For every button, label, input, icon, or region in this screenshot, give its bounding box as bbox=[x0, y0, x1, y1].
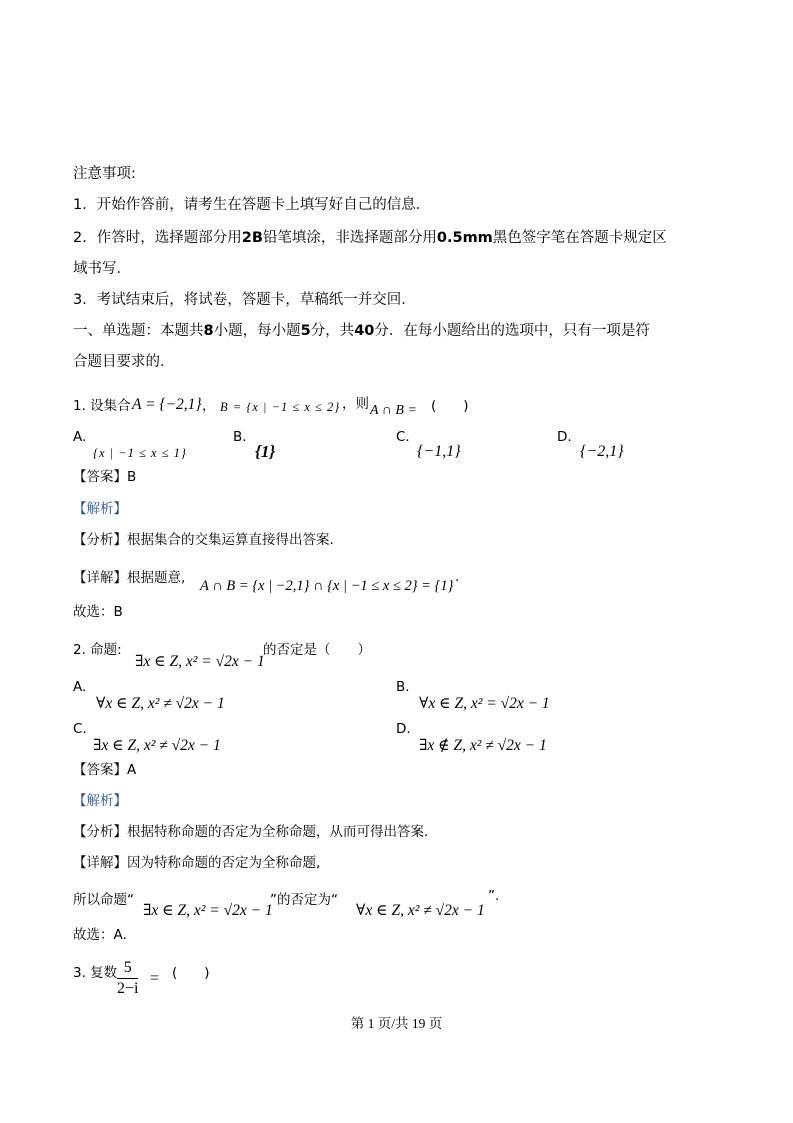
q1-set-b: B = {x | −1 ≤ x ≤ 2} bbox=[220, 400, 341, 414]
q1-option-c-letter[interactable]: C. bbox=[396, 429, 410, 445]
section-count: 8 bbox=[203, 323, 214, 339]
q2-proposition: ∃x ∈ Z, x² = √2x − 1 bbox=[135, 653, 265, 670]
q2-so-end: ”. bbox=[488, 888, 500, 904]
notice-item-3: 3．考试结束后，将试卷，答题卡，草稿纸一并交回． bbox=[73, 292, 416, 308]
section-text-c: 分，共 bbox=[310, 323, 355, 339]
q2-answer: 【答案】A bbox=[73, 762, 137, 778]
q1-option-d-value: {−2,1} bbox=[580, 443, 624, 460]
section-text-b: 小题，每小题 bbox=[213, 323, 301, 339]
q3-denominator: 2−i bbox=[117, 980, 139, 997]
q2-suffix: 的否定是（ ） bbox=[263, 642, 371, 658]
q1-option-b-value: {1} bbox=[255, 442, 276, 461]
notice-item-1: 1．开始作答前，请考生在答题卡上填写好自己的信息． bbox=[73, 197, 431, 213]
q1-xiangjie-math: A ∩ B = {x | −2,1} ∩ {x | −1 ≤ x ≤ 2} = {1} bbox=[200, 578, 454, 594]
q2-fenxi: 【分析】根据特称命题的否定为全称命题，从而可得出答案. bbox=[73, 824, 429, 840]
section-text-d: 分．在每小题给出的选项中，只有一项是符 bbox=[374, 323, 650, 339]
q2-xiangjie: 【详解】因为特称命题的否定为全称命题, bbox=[73, 855, 321, 871]
q1-prefix: 1. 设集合 bbox=[73, 398, 131, 414]
q2-choose: 故选：A. bbox=[73, 927, 127, 943]
q1-analysis-head: 【解析】 bbox=[73, 501, 127, 517]
q3-numerator: 5 bbox=[117, 958, 138, 979]
notice-item-2-text-c: 黑色签字笔在答题卡规定区 bbox=[492, 230, 667, 246]
q3-fraction bbox=[117, 958, 138, 999]
q1-choose: 故选：B bbox=[73, 604, 123, 620]
q1-option-a-letter[interactable]: A. bbox=[73, 429, 87, 445]
q1-paren: ( ) bbox=[431, 398, 469, 414]
q3-equals: = bbox=[150, 970, 160, 987]
q2-option-d-value: ∃x ∉ Z, x² ≠ √2x − 1 bbox=[419, 737, 547, 754]
q2-option-a-letter[interactable]: A. bbox=[73, 679, 87, 695]
q1-option-b-letter[interactable]: B. bbox=[233, 429, 247, 445]
q2-so-mid: ”的否定为“ bbox=[270, 892, 338, 908]
section-header-line1 bbox=[73, 319, 650, 340]
notice-item-2-line2: 域书写． bbox=[73, 261, 131, 277]
q2-option-c-value: ∃x ∈ Z, x² ≠ √2x − 1 bbox=[93, 737, 221, 754]
q1-fenxi: 【分析】根据集合的交集运算直接得出答案. bbox=[73, 532, 334, 548]
q1-expr: A ∩ B = bbox=[370, 403, 417, 418]
q2-prefix: 2. 命题: bbox=[73, 642, 122, 658]
section-text-a: 一、单选题：本题共 bbox=[73, 323, 204, 339]
q1-then: ，则 bbox=[342, 396, 369, 412]
q2-so-math-1: ∃x ∈ Z, x² = √2x − 1 bbox=[143, 902, 273, 919]
q2-so-prefix: 所以命题“ bbox=[73, 892, 134, 908]
notice-item-2-text-b: 铅笔填涂，非选择题部分用 bbox=[262, 230, 437, 246]
notice-item-2-pen-size: 0.5mm bbox=[436, 230, 493, 246]
notice-item-2-line1 bbox=[73, 226, 667, 247]
q1-option-c-value: {−1,1} bbox=[417, 443, 461, 460]
notice-item-2-text-a: 2．作答时，选择题部分用 bbox=[73, 230, 242, 246]
q1-set-a: A = {−2,1} bbox=[132, 396, 202, 413]
notice-title: 注意事项: bbox=[73, 166, 136, 182]
q1-xiangjie-end: . bbox=[455, 569, 460, 585]
q1-option-a-value: {x | −1 ≤ x ≤ 1} bbox=[93, 446, 187, 460]
q2-option-b-letter[interactable]: B. bbox=[396, 679, 410, 695]
section-points-each: 5 bbox=[300, 323, 311, 339]
q2-option-c-letter[interactable]: C. bbox=[73, 721, 87, 737]
q2-option-a-value: ∀x ∈ Z, x² ≠ √2x − 1 bbox=[96, 695, 225, 712]
q2-so-math-2: ∀x ∈ Z, x² ≠ √2x − 1 bbox=[356, 902, 485, 919]
q1-xiangjie: 【详解】根据题意, bbox=[73, 570, 186, 586]
q3-prefix: 3. 复数 bbox=[73, 965, 118, 981]
q1-sep: ， bbox=[202, 398, 216, 414]
q1-option-d-letter[interactable]: D. bbox=[557, 429, 572, 445]
section-header-line2: 合题目要求的． bbox=[73, 354, 175, 370]
q3-paren: ( ) bbox=[172, 965, 210, 981]
q2-option-d-letter[interactable]: D. bbox=[396, 721, 411, 737]
q2-option-b-value: ∀x ∈ Z, x² = √2x − 1 bbox=[419, 695, 550, 712]
notice-item-2-pencil: 2B bbox=[241, 230, 263, 246]
q2-analysis-head: 【解析】 bbox=[73, 793, 127, 809]
page-footer: 第 1 页/共 19 页 bbox=[350, 1016, 443, 1031]
q1-answer: 【答案】B bbox=[73, 469, 137, 485]
section-points-total: 40 bbox=[354, 323, 375, 339]
